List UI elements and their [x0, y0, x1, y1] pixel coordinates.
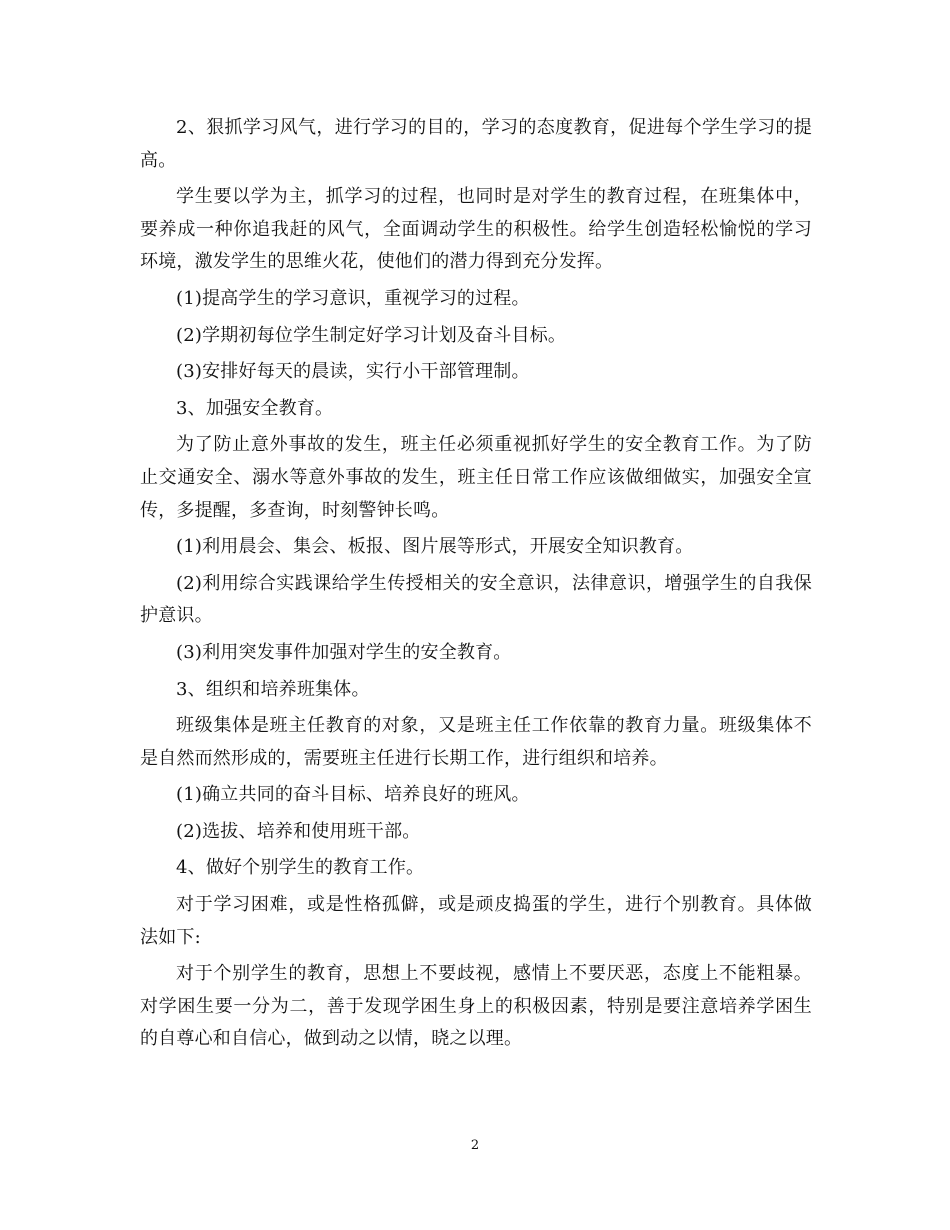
page-number: 2	[470, 1138, 480, 1153]
paragraph: 对于学习困难，或是性格孤僻，或是顽皮捣蛋的学生，进行个别教育。具体做法如下:	[140, 894, 812, 948]
paragraph: 班级集体是班主任教育的对象，又是班主任工作依靠的教育力量。班级集体不是自然而然形成的，需要班主任进行长期工作，进行组织和培养。	[140, 715, 812, 769]
paragraph: (2)学期初每位学生制定好学习计划及奋斗目标。	[176, 324, 567, 346]
paragraph: (3)安排好每天的晨读，实行小干部管理制。	[176, 361, 530, 383]
paragraph: 对于个别学生的教育，思想上不要歧视，感情上不要厌恶，态度上不能粗暴。对学困生要一分为二，善于发现学困生身上的积极因素，特别是要注意培养学困生的自尊心和自信心，做到动之以情，晓之以理。	[140, 963, 812, 1050]
paragraph: (2)利用综合实践课给学生传授相关的安全意识，法律意识，增强学生的自我保护意识。	[140, 572, 812, 627]
paragraph: (3)利用突发事件加强对学生的安全教育。	[176, 641, 512, 663]
paragraph: (2)选拔、培养和使用班干部。	[176, 820, 421, 842]
paragraph: (1)利用晨会、集会、板报、图片展等形式，开展安全知识教育。	[176, 536, 694, 558]
paragraph: 为了防止意外事故的发生，班主任必须重视抓好学生的安全教育工作。为了防止交通安全、溺水等意外事故的发生，班主任日常工作应该做细做实，加强安全宣传，多提醒，多查询，时刻警钟长鸣。	[140, 434, 812, 521]
paragraph: 4、做好个别学生的教育工作。	[176, 857, 425, 879]
page-body	[140, 112, 812, 1060]
paragraph: (1)提高学生的学习意识，重视学习的过程。	[176, 287, 530, 309]
paragraph: 3、组织和培养班集体。	[176, 678, 370, 700]
paragraph: 3、加强安全教育。	[176, 397, 334, 419]
paragraph: (1)确立共同的奋斗目标、培养良好的班风。	[176, 784, 530, 806]
paragraph: 2、狠抓学习风气，进行学习的目的，学习的态度教育，促进每个学生学习的提高。	[140, 117, 812, 171]
paragraph: 学生要以学为主，抓学习的过程，也同时是对学生的教育过程，在班集体中，要养成一种你追我赶的风气，全面调动学生的积极性。给学生创造轻松愉悦的学习环境，激发学生的思维火花，使他们的潜力得到充分发挥。	[140, 186, 812, 273]
